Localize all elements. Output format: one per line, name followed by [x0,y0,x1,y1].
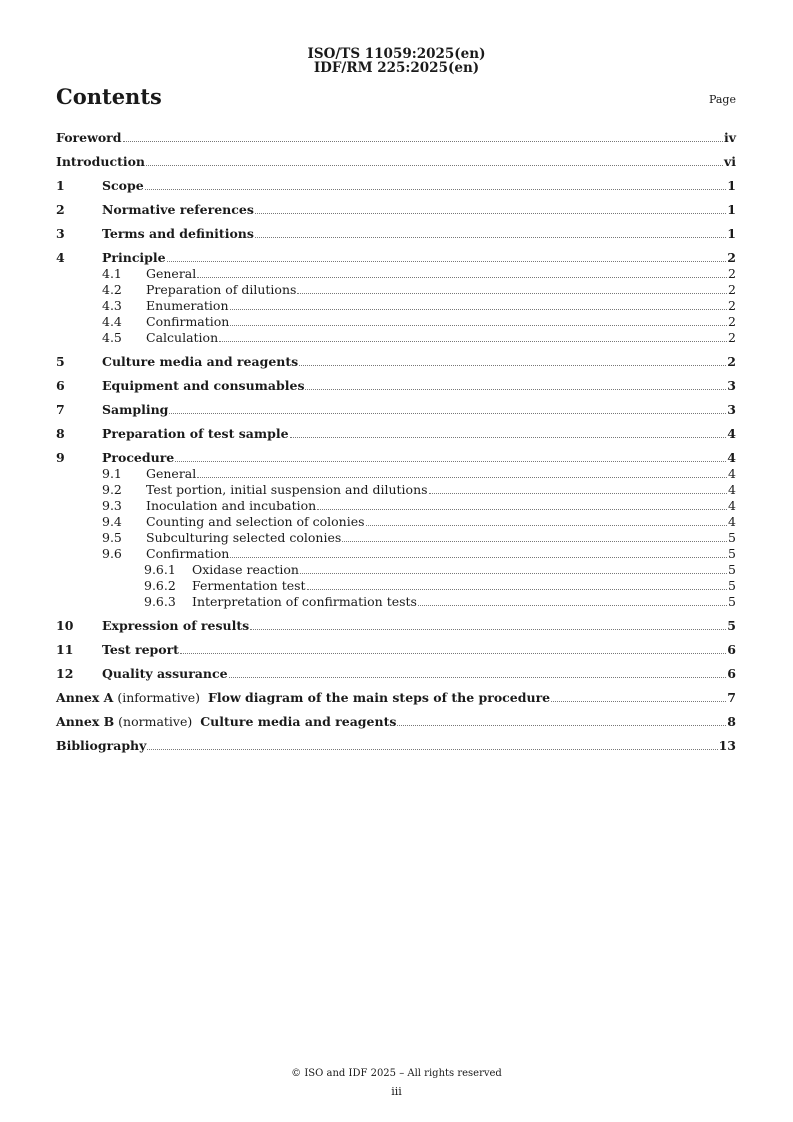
dot-leader [342,540,727,542]
toc-entry-number: 9.3 [102,498,122,513]
toc-entry-number: 6 [56,378,65,393]
toc-entry-page: 1 [727,178,736,193]
toc-entry-page: 4 [728,466,736,481]
toc-entry-page: 6 [727,666,736,681]
toc-entry-page: 5 [728,546,736,561]
toc-entry-number: 10 [56,618,74,633]
dot-leader [307,588,727,590]
dot-leader [397,724,726,726]
toc-entry-page: 4 [727,426,736,441]
toc-entry-title: Preparation of dilutions [146,282,297,297]
toc-entry-title: Normative references [102,202,254,217]
dot-leader [366,524,728,526]
dot-leader [180,652,726,654]
toc-entry-page: 5 [727,618,736,633]
toc-entry[interactable] [102,313,736,329]
toc-entry-number: 9.6.1 [144,562,176,577]
toc-entry[interactable] [102,513,736,529]
toc-entry[interactable] [56,689,736,705]
toc-entry-title: Quality assurance [102,666,228,681]
dot-leader [255,236,726,238]
toc-entry-title [56,715,396,729]
toc-entry-page: 3 [727,402,736,417]
header-doc-id: ISO/TS 11059:2025(en) [307,46,486,62]
toc-entry[interactable] [56,401,736,417]
toc-entry-page: 2 [727,354,736,369]
toc-entry-page: 5 [728,562,736,577]
toc-entry-page: 2 [727,250,736,265]
toc-entry-title: Bibliography [56,738,147,753]
dot-leader [147,748,717,750]
toc-entry[interactable] [56,249,736,265]
toc-entry-page: 8 [727,714,736,729]
toc-entry[interactable] [56,377,736,393]
dot-leader [146,164,723,166]
toc-entry[interactable] [102,465,736,481]
toc-entry[interactable] [144,561,736,577]
toc-entry-title: Scope [102,178,144,193]
toc-entry[interactable] [56,225,736,241]
toc-entry-title: Equipment and consumables [102,378,305,393]
toc-entry[interactable] [102,281,736,297]
toc-entry-number: 4.3 [102,298,122,313]
toc-entry-number: 9.4 [102,514,122,529]
toc-entry[interactable] [102,481,736,497]
toc-entry-number: 8 [56,426,65,441]
toc-entry[interactable] [102,529,736,545]
toc-entry-number: 9.6 [102,546,122,561]
toc-entry[interactable] [102,329,736,345]
toc-entry-page: 4 [728,482,736,497]
dot-leader [290,436,727,438]
dot-leader [250,628,726,630]
dot-leader [197,476,727,478]
toc-entry-title: Test report [102,642,179,657]
dot-leader [175,460,726,462]
toc-entry-page: 3 [727,378,736,393]
toc-entry-page: 5 [728,578,736,593]
toc-entry[interactable] [56,665,736,681]
toc-entry-title: Confirmation [146,546,230,561]
copyright-notice: © ISO and IDF 2025 – All rights reserved [291,1068,502,1079]
toc-entry-page: 5 [728,530,736,545]
toc-entry-title: Preparation of test sample [102,426,289,441]
dot-leader [429,492,728,494]
dot-leader [299,364,726,366]
toc-entry[interactable] [56,737,736,753]
dot-leader [255,212,726,214]
page-number: iii [391,1085,402,1098]
toc-entry-title: Foreword [56,130,122,145]
toc-entry[interactable] [102,497,736,513]
annex-type-note: (informative) [113,690,208,705]
toc-entry-number: 1 [56,178,65,193]
toc-entry-page: 4 [728,514,736,529]
dot-leader [305,388,726,390]
dot-leader [551,700,726,702]
toc-entry-title: Confirmation [146,314,230,329]
toc-entry-number: 4 [56,250,65,265]
toc-entry-number: 2 [56,202,65,217]
toc-entry[interactable] [56,177,736,193]
toc-entry-title: Oxidase reaction [192,562,299,577]
toc-entry[interactable] [102,297,736,313]
toc-entry-number: 11 [56,642,74,657]
toc-entry-page: 13 [718,738,736,753]
dot-leader [123,140,723,142]
header-doc-id-idf: IDF/RM 225:2025(en) [313,60,480,76]
toc-entry-title: Procedure [102,450,175,465]
toc-entry-title: Expression of results [102,618,250,633]
toc-entry-page: 6 [727,642,736,657]
dot-leader [300,572,727,574]
dot-leader [230,324,727,326]
toc-entry-title: Interpretation of confirmation tests [192,594,417,609]
toc-entry-number: 9.6.2 [144,578,176,593]
page-column-label: Page [708,93,736,106]
toc-entry-title [56,691,550,705]
toc-entry-page: 4 [728,498,736,513]
toc-entry-page: vi [723,154,736,169]
dot-leader [418,604,727,606]
toc-entry-title: Sampling [102,402,169,417]
toc-entry[interactable] [56,713,736,729]
page-title: Contents [56,84,162,109]
toc-entry-page: 1 [727,226,736,241]
annex-title: Flow diagram of the main steps of the procedure [207,690,551,705]
toc-entry-title: General [146,466,197,481]
toc-entry-number: 7 [56,402,65,417]
toc-entry-number: 4.1 [102,266,122,281]
toc-entry-title: Principle [102,250,166,265]
toc-entry-page: 2 [728,330,736,345]
toc-entry-page: 7 [727,690,736,705]
toc-entry-page: 5 [728,594,736,609]
toc-entry[interactable] [56,425,736,441]
toc-entry-number: 3 [56,226,65,241]
toc-entry-number: 9.6.3 [144,594,176,609]
dot-leader [169,412,726,414]
toc-entry-title: Terms and definitions [102,226,254,241]
toc-entry-title: Enumeration [146,298,229,313]
toc-entry-page: 1 [727,202,736,217]
toc-entry-page: 2 [728,314,736,329]
toc-entry[interactable] [56,641,736,657]
dot-leader [145,188,727,190]
toc-entry-title: Test portion, initial suspension and dilutions [146,482,428,497]
toc-entry-number: 12 [56,666,74,681]
annex-label: Annex B [56,714,115,729]
dot-leader [297,292,727,294]
annex-title: Culture media and reagents [200,714,397,729]
toc-entry-title: Culture media and reagents [102,354,299,369]
toc-entry-number: 9.5 [102,530,122,545]
toc-entry-page: 2 [728,266,736,281]
annex-type-note: (normative) [114,714,201,729]
toc-entry-number: 4.2 [102,282,122,297]
annex-label: Annex A [56,690,114,705]
toc-entry-title: Subculturing selected colonies [146,530,342,545]
dot-leader [219,340,727,342]
toc-entry[interactable] [56,201,736,217]
toc-entry-page: 4 [727,450,736,465]
toc-entry[interactable] [56,129,736,145]
dot-leader [230,556,727,558]
toc-entry[interactable] [56,617,736,633]
dot-leader [317,508,727,510]
toc-entry-title: General [146,266,197,281]
toc-entry-title: Calculation [146,330,219,345]
toc-entry-title: Fermentation test [192,578,306,593]
dot-leader [230,308,728,310]
toc-entry[interactable] [56,449,736,465]
toc-entry-title: Inoculation and incubation [146,498,317,513]
dot-leader [167,260,727,262]
toc-entry[interactable] [102,265,736,281]
toc-entry-page: 2 [728,298,736,313]
toc-entry[interactable] [144,593,736,609]
toc-entry[interactable] [56,353,736,369]
toc-entry-number: 4.5 [102,330,122,345]
toc-entry[interactable] [56,153,736,169]
toc-entry-page: 2 [728,282,736,297]
toc-entry-title: Introduction [56,154,146,169]
toc-entry-title: Counting and selection of colonies [146,514,365,529]
toc-entry-page: iv [723,130,736,145]
toc-entry[interactable] [102,545,736,561]
toc-entry-number: 9.2 [102,482,122,497]
dot-leader [229,676,727,678]
toc-entry[interactable] [144,577,736,593]
toc-entry-number: 9.1 [102,466,122,481]
toc-entry-number: 5 [56,354,65,369]
dot-leader [197,276,727,278]
toc-entry-number: 9 [56,450,65,465]
toc-entry-number: 4.4 [102,314,122,329]
